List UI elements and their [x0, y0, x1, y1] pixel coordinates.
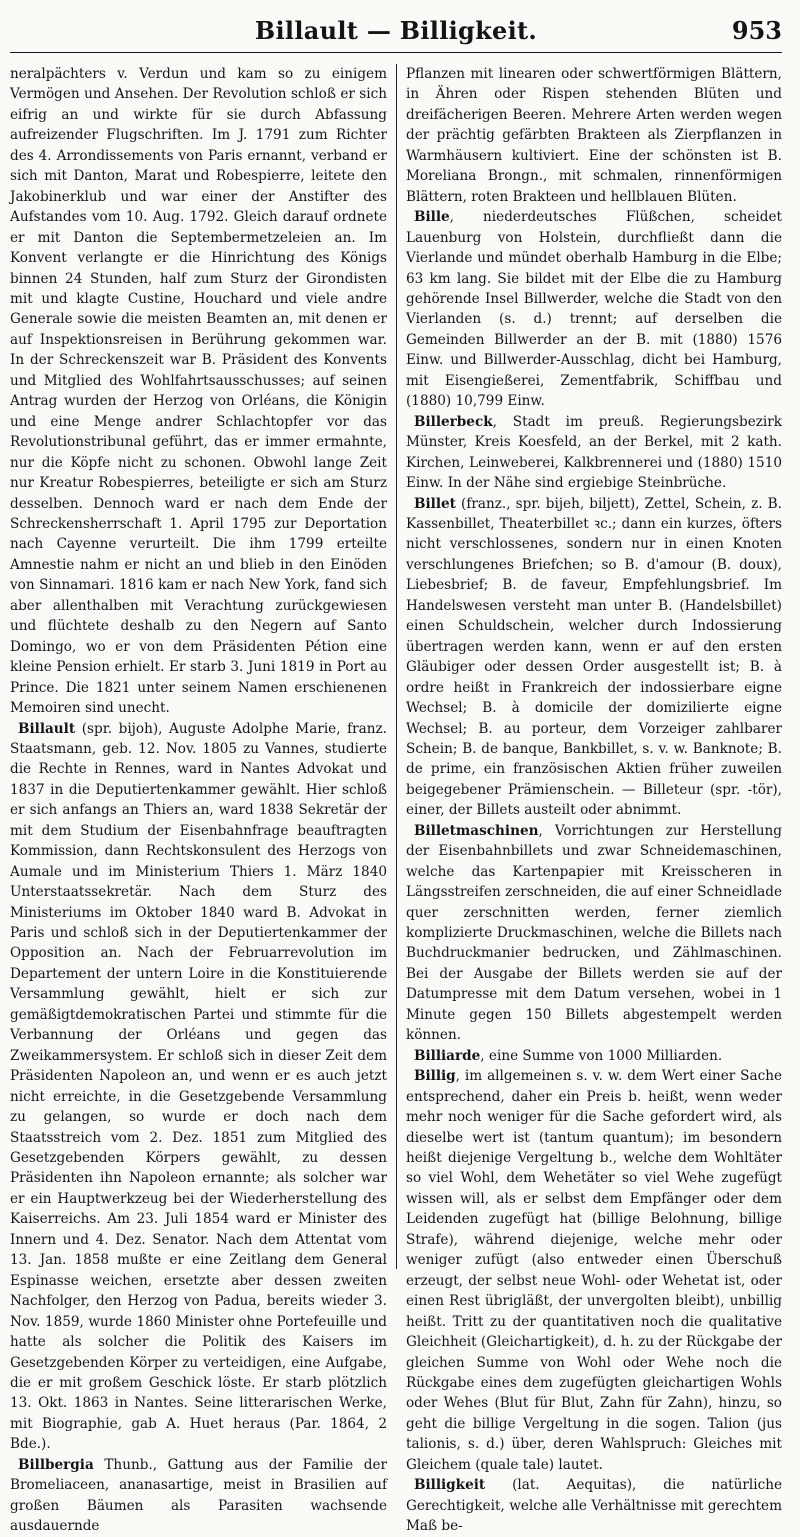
entry-paragraph	[406, 1046, 782, 1066]
entry-paragraph	[10, 64, 387, 719]
entry-text: , Stadt im preuß. Regierungsbezirk Münster, Kreis Koesfeld, an der Berkel, mit 2 kath. Kirchen, Leinweberei, Kalkbrennerei und (1880) 1510 Einw. In der Nähe sind ergiebige Steinbrüche.	[406, 413, 782, 492]
entry-text: , eine Summe von 1000 Milliarden.	[480, 1047, 723, 1064]
entry-lemma: Billault	[18, 720, 76, 737]
entry-text: Thunb., Gattung aus der Familie der Bromeliaceen, ananasartige, meist in Brasilien auf großen Bäumen als Parasiten wachsende ausdauernde	[10, 1456, 387, 1535]
entry-paragraph	[406, 494, 782, 821]
entry-paragraph	[406, 207, 782, 412]
entry-lemma: Billig	[414, 1068, 456, 1085]
entry-text: , niederdeutsches Flüßchen, scheidet Lauenburg von Holstein, durchfließt dann die Vierlande und mündet oberhalb Hamburg in die Elbe; 63 km lang. Sie bildet mit der Elbe die zu Hamburg gehörende Insel Billwerder, welche die Stadt von den Vierlanden (s. d.) trennt; auf derselben die Gemeinden Billwerder an der B. mit (1880) 1576 Einw. und Billwerder-Ausschlag, dicht bei Hamburg, mit Eisengießerei, Zementfabrik, Schiffbau und (1880) 10,799 Einw.	[406, 209, 782, 410]
entry-paragraph	[10, 1455, 387, 1537]
entry-lemma: Billetmaschinen	[414, 822, 539, 839]
entry-text: (spr. bijoh), Auguste Adolphe Marie, franz. Staatsmann, geb. 12. Nov. 1805 zu Vannes, studierte die Rechte in Rennes, ward in Nantes Advokat und 1837 in die Deputiertenkammer gewählt. Hier schloß er sich anfangs an Thiers an, ward 1838 Sekretär der mit dem Studium der Eisenbahnfrage beauftragten Kommission, dann Rechtskonsulent des Herzogs von Aumale und im Ministerium Thiers 1. März 1840 Unterstaatssekretär. Nach dem Sturz des Ministeriums im Oktober 1840 ward B. Advokat in Paris und schloß sich in der Deputiertenkammer der Opposition an. Nach der Februarrevolution im Departement der untern Loire in die Konstituierende Versammlung gewählt, hielt er sich zur gemäßigtdemokratischen Partei und stimmte für die Verbannung der Orléans und gegen das Zweikammersystem. Er schloß sich in dieser Zeit dem Präsidenten Napoleon an, und wenn er es auch jetzt nicht erreichte, in die Gesetzgebende Versammlung zu gelangen, so wurde er doch nach dem Staatsstreich vom 2. Dez. 1851 zum Mitglied des Gesetzgebenden Körpers gewählt, zu dessen Präsidenten ihn Napoleon ernannte; als solcher war er ein Hauptwerkzeug bei der Wiederherstellung des Kaiserreichs. Am 23. Juli 1854 ward er Minister des Innern und 4. Dez. Senator. Nach dem Attentat vom 13. Jan. 1858 mußte er eine Zeitlang dem General Espinasse weichen, ersetzte aber dessen zweiten Nachfolger, den Herzog von Padua, bereits wieder 3. Nov. 1859, wurde 1860 Minister ohne Portefeuille und hatte als solcher die Politik des Kaisers im Gesetzgebenden Körper zu verteidigen, eine Aufgabe, die er mit großem Geschick löste. Er starb plötzlich 13. Okt. 1863 in Nantes. Seine litterarischen Werke, mit Biographie, gab A. Huet heraus (Par. 1864, 2 Bde.).	[10, 720, 387, 1453]
entry-lemma: Billerbeck	[414, 413, 493, 430]
entry-text: (lat. Aequitas), die natürliche Gerechtigkeit, welche alle Verhältnisse mit gerechtem Maß be-	[406, 1477, 782, 1535]
entry-paragraph	[406, 1475, 782, 1536]
entry-paragraph	[406, 64, 782, 207]
left-column	[10, 64, 396, 1535]
entry-text: , im allgemeinen s. v. w. dem Wert einer Sache entsprechend, daher ein Preis b. heißt, wenn weder mehr noch weniger für die Sache gefordert wird, als dieselbe wert ist (tantum quantum); im besondern heißt diejenige Vergeltung b., welche dem Wohltäter so viel Wohl, dem Wehetäter so viel Wehe zugefügt wissen will, als er selbst dem Empfänger oder dem Leidenden zugefügt hat (billige Belohnung, billige Strafe), während diejenige, welche mehr oder weniger zufügt (also entweder einen Überschuß erzeugt, der selbst neue Wohl- oder Wehetat ist, oder einen Rest übrigläßt, der unvergolten bleibt), unbillig heißt. Tritt zu der quantitativen noch die qualitative Gleichheit (Gleichartigkeit), d. h. zu der Rückgabe der gleichen Summe von Wohl oder Wehe noch die Rückgabe eines dem zugefügten gleichartigen Wohls oder Wehes (Blut für Blut, Zahn für Zahn), hinzu, so geht die billige Vergeltung in die sogen. Talion (jus talionis, s. d.) über, deren Wahlspruch: Gleiches mit Gleichem (quale tale) lautet.	[406, 1068, 782, 1473]
page-title: Billault — Billigkeit.	[254, 16, 538, 45]
entry-paragraph	[10, 719, 387, 1455]
entry-text: (franz., spr. bijeh, biljett), Zettel, Schein, z. B. Kassenbillet, Theaterbillet ꝛc.; dann ein kurzes, öfters nicht verschlossenes, sondern nur in einen Knoten verschlungenes Briefchen; so B. d'amour (B. doux), Liebesbrief; B. de faveur, Empfehlungsbrief. Im Handelswesen versteht man unter B. (Handelsbillet) einen Schuldschein, welcher durch Indossierung übertragen werden kann, wenn er auf den ersten Gläubiger oder dessen Order ausgestellt ist; B. à ordre heißt in Frankreich der indossierbare eigne Wechsel; B. à domicile der domizilierte eigne Wechsel; B. au porteur, dem Vorzeiger zahlbarer Schein; B. de banque, Bankbillet, s. v. w. Banknote; B. de prime, ein französischen Aktien früher zuweilen beigegebener Prämienschein. — Billeteur (spr. -tör), einer, der Billets austeilt oder abnimmt.	[406, 495, 782, 819]
entry-lemma: Bille	[414, 209, 450, 226]
entry-text: neralpächters v. Verdun und kam so zu einigem Vermögen und Ansehen. Der Revolution schloß er sich eifrig an und wirkte für sie durch Abfassung aufreizender Flugschriften. Im J. 1791 zum Richter des 4. Arrondissements von Paris ernannt, verband er sich mit Danton, Marat und Robespierre, leitete den Jakobinerklub und war einer der Anstifter des Aufstandes vom 10. Aug. 1792. Gleich darauf ordnete er mit Danton die Septembermetzeleien an. Im Konvent verlangte er die Hinrichtung des Königs binnen 24 Stunden, half zum Sturz der Girondisten mit und klagte Custine, Houchard und viele andre Generale sowie die meisten Beamten an, mit denen er auf Inspektionsreisen in Berührung gekommen war. In der Schreckenszeit war B. Präsident des Konvents und Mitglied des Wohlfahrtsausschusses; auf seinen Antrag wurden der Herzog von Orléans, die Königin und eine Menge andrer Schlachtopfer vor das Revolutionstribunal geführt, das er immer ermahnte, nur die Köpfe nicht zu schonen. Obwohl lange Zeit nur Kreatur Robespierres, beteiligte er sich am Sturz desselben. Dennoch ward er nach dem Ende der Schreckensherrschaft 1. April 1795 zur Deportation nach Cayenne verurteilt. Die ihm 1799 erteilte Amnestie nahm er nicht an und blieb in den Einöden von Sinnamari. 1816 kam er nach New York, fand sich aber allenthalben mit Verachtung zurückgewiesen und flüchtete deshalb zu den Negern auf Santo Domingo, wo er von dem Präsidenten Pétion eine kleine Pension erhielt. Er starb 3. Juni 1819 in Port au Prince. Die 1821 unter seinem Namen erschienenen Memoiren sind unecht.	[10, 66, 387, 717]
entry-text: , Vorrichtungen zur Herstellung der Eisenbahnbillets und zwar Schneidemaschinen, welche das Kartenpapier mit Kreisscheren in Längsstreifen zerschneiden, die auf einer Schneidlade quer zerschnitten werden, ferner ziemlich komplizierte Druckmaschinen, welche die Billets nach Buchdruckmanier bedrucken, und Zählmaschinen. Bei der Ausgabe der Billets werden sie auf der Datumpresse mit dem Datum versehen, wobei in 1 Minute gegen 150 Billets abgestempelt werden können.	[406, 822, 782, 1044]
entry-paragraph	[406, 821, 782, 1046]
entry-lemma: Billigkeit	[414, 1477, 486, 1494]
entry-paragraph	[406, 1066, 782, 1475]
page-header	[10, 12, 782, 53]
entry-lemma: Billbergia	[18, 1456, 94, 1473]
text-columns	[10, 64, 782, 1535]
right-column	[396, 64, 782, 1535]
entry-lemma: Billet	[414, 495, 456, 512]
entry-lemma: Billiarde	[414, 1047, 481, 1064]
entry-text: Pflanzen mit linearen oder schwertförmigen Blättern, in Ähren oder Rispen stehenden Blüten und dreifächerigen Beeren. Mehrere Arten werden wegen der prächtig gefärbten Brakteen als Zierpflanzen in Warmhäusern kultiviert. Eine der schönsten ist B. Moreliana Brongn., mit schmalen, rinnenförmigen Blättern, roten Brakteen und hellblauen Blüten.	[406, 66, 782, 205]
page-number: 953	[731, 16, 782, 45]
entry-paragraph	[406, 412, 782, 494]
